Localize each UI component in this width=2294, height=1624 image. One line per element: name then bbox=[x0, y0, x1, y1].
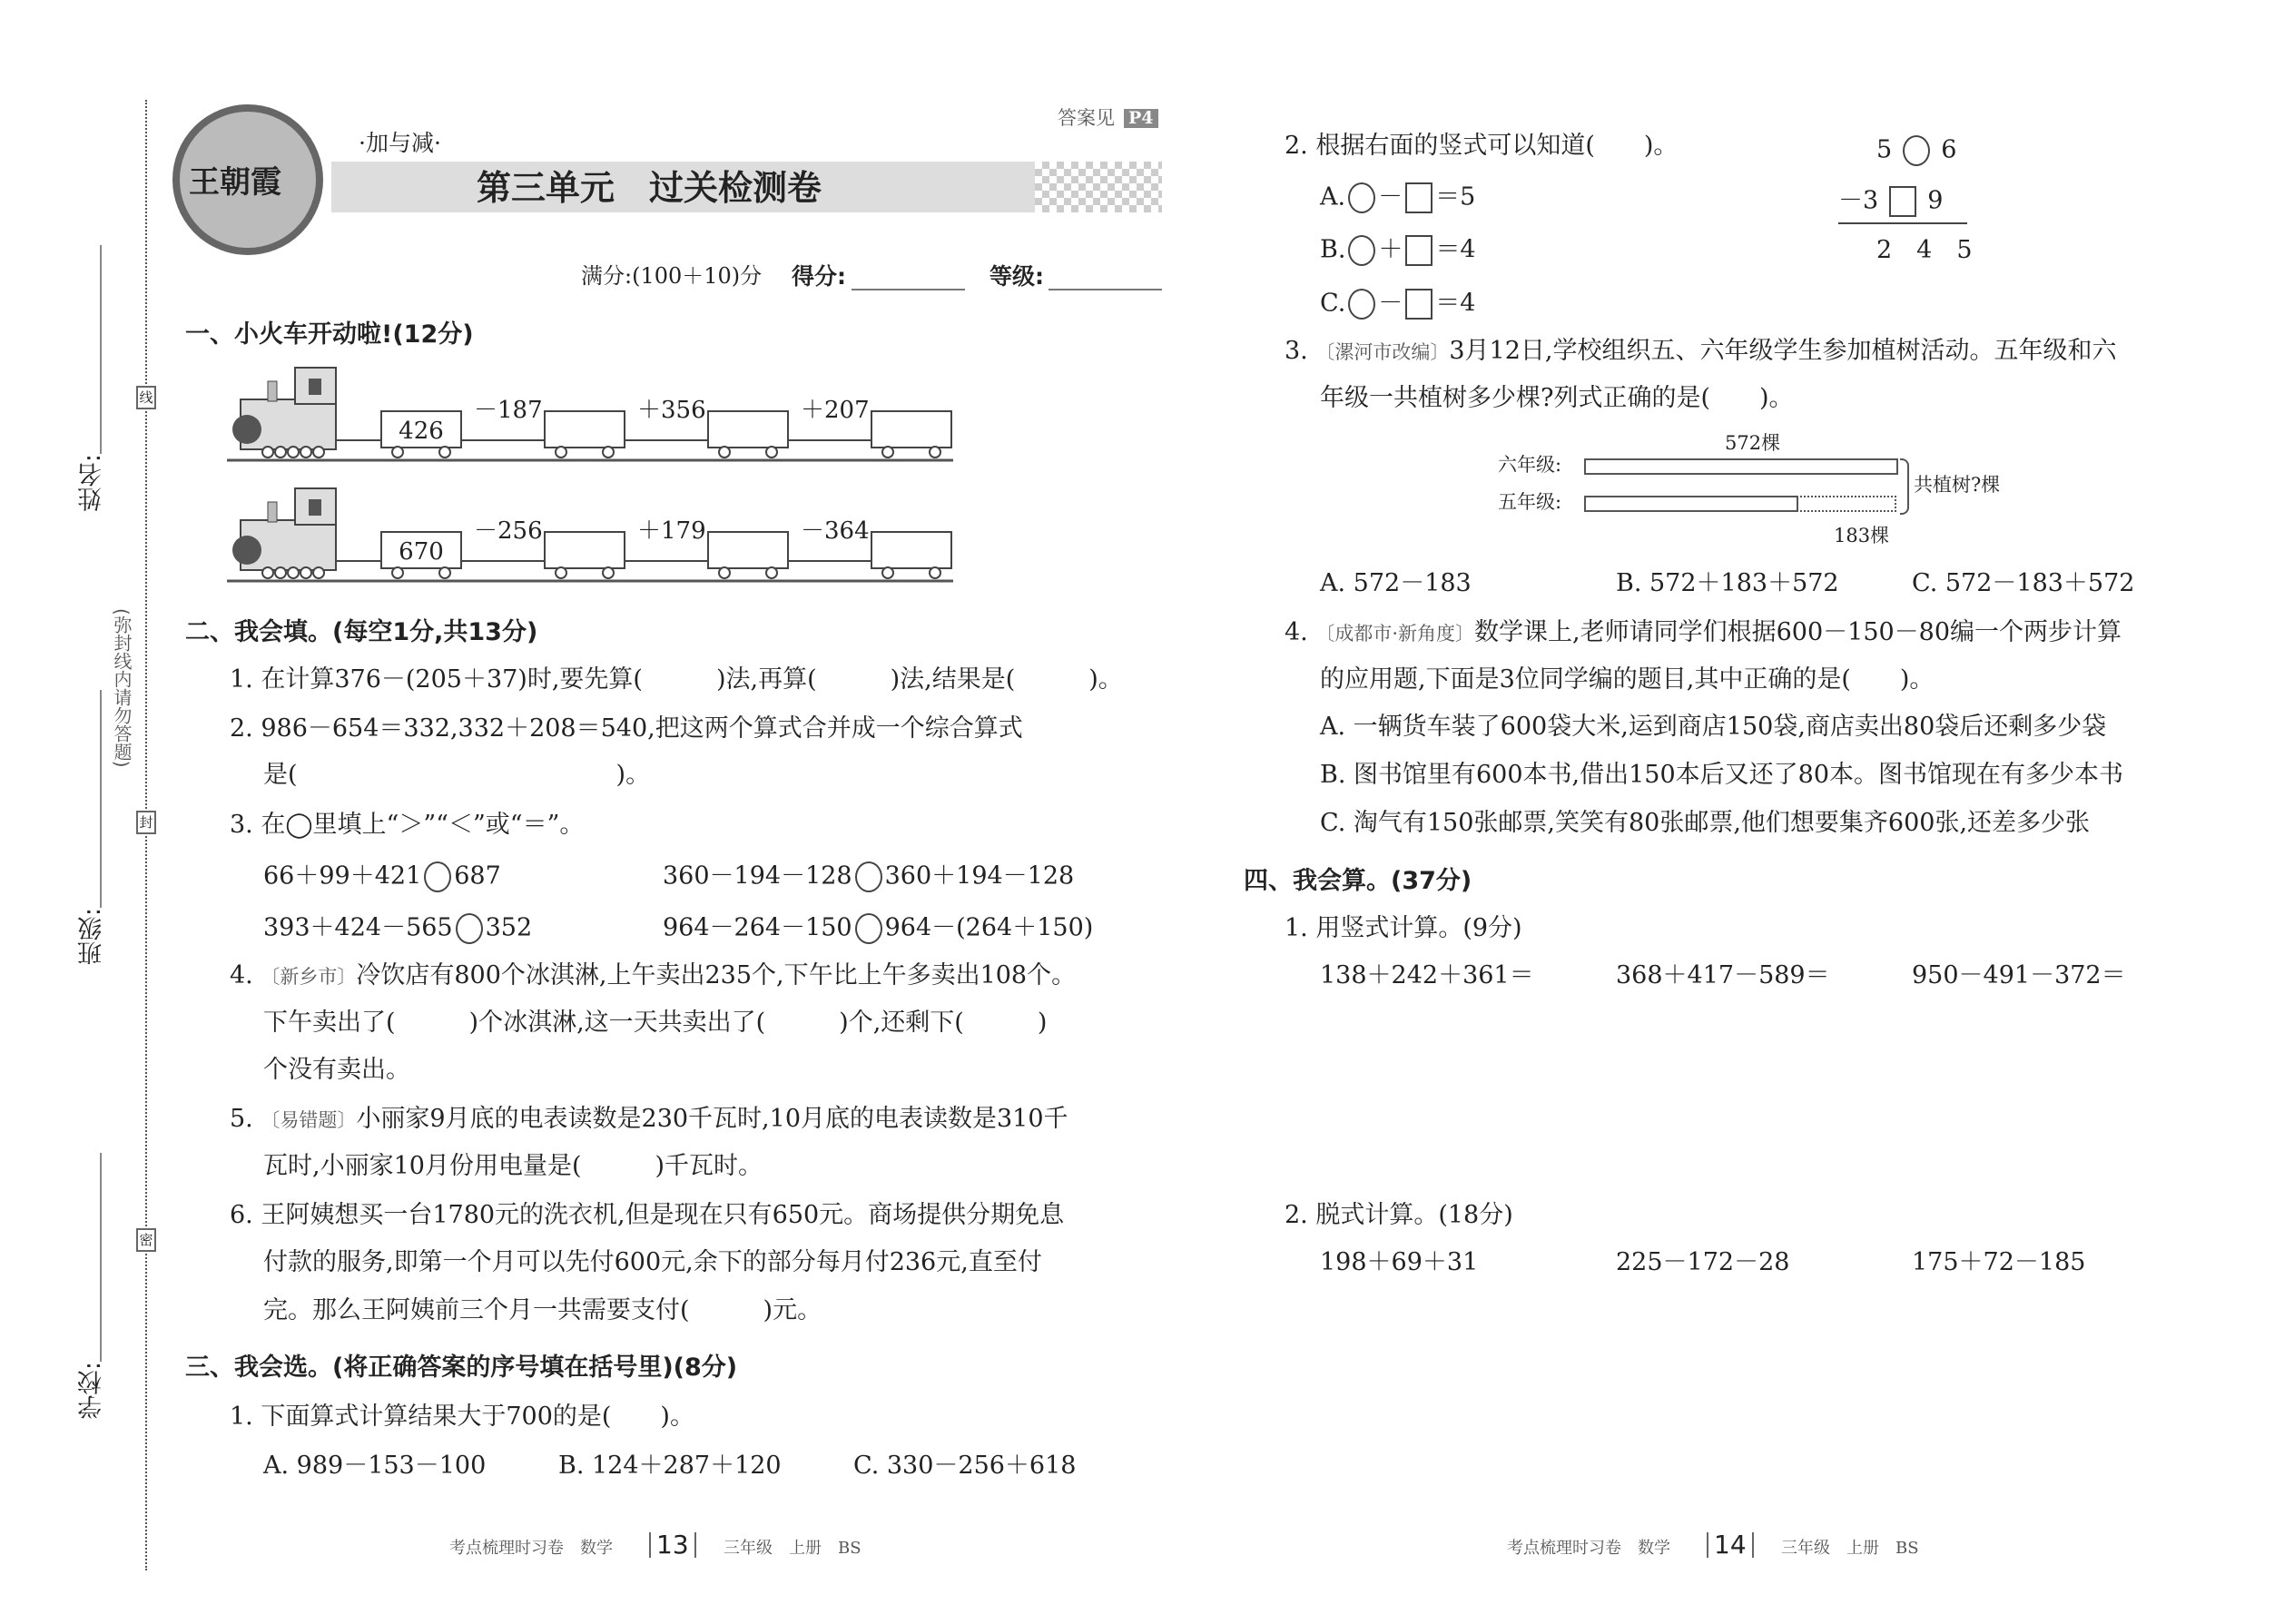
q3-3: 3. 〔漯河市改编〕3月12日,学校组织五、六年级学生参加植树活动。五年级和六 bbox=[1285, 337, 2117, 365]
compare-circle[interactable] bbox=[456, 913, 483, 944]
wheel bbox=[300, 567, 311, 578]
name-field[interactable] bbox=[100, 245, 102, 454]
expression: 198＋69＋31 bbox=[1320, 1248, 1479, 1276]
train-car bbox=[545, 411, 625, 448]
option: B. 572＋183＋572 bbox=[1616, 569, 1839, 597]
wheel bbox=[288, 567, 299, 578]
wheel bbox=[930, 447, 940, 458]
compare-right: 352 bbox=[485, 913, 533, 942]
cab-window bbox=[309, 499, 321, 516]
q2-4: 4. 〔新乡市〕冷饮店有800个冰淇淋,上午卖出235个,下午比上午多卖出108个。 bbox=[230, 961, 1077, 989]
q2-5-cont: 瓦时,小丽家10月份用电量是( )千瓦时。 bbox=[263, 1152, 763, 1180]
answer-page-badge: P4 bbox=[1124, 109, 1158, 128]
compare-item bbox=[263, 913, 532, 944]
school-label: 学校: bbox=[78, 1362, 106, 1420]
q-text: 冷饮店有800个冰淇淋,上午卖出235个,下午比上午多卖出108个。 bbox=[356, 961, 1077, 989]
operator: － bbox=[1378, 182, 1403, 212]
q3-2: 2. 根据右面的竖式可以知道( )。 bbox=[1285, 132, 1679, 160]
q2-2: 2. 986－654＝332,332＋208＝540,把这两个算式合并成一个综合算式 bbox=[230, 714, 1023, 743]
circle-symbol bbox=[1348, 235, 1375, 266]
cab-window bbox=[309, 379, 321, 395]
grade-label: 等级: bbox=[989, 263, 1044, 290]
label-five: 五年级: bbox=[1498, 491, 1562, 513]
source-tag: 〔新乡市〕 bbox=[261, 966, 357, 988]
circle-symbol bbox=[1348, 289, 1375, 320]
train-car bbox=[708, 411, 788, 448]
class-field[interactable] bbox=[100, 690, 102, 908]
wheel bbox=[439, 447, 450, 458]
brand-logo bbox=[172, 104, 323, 255]
q3-4-cont: 的应用题,下面是3位同学编的题目,其中正确的是( )。 bbox=[1320, 665, 1935, 694]
digit: 6 bbox=[1941, 135, 1957, 164]
wheel bbox=[719, 447, 730, 458]
bar-five bbox=[1584, 496, 1798, 512]
source-tag: 〔漯河市改编〕 bbox=[1315, 341, 1450, 363]
train-car bbox=[545, 532, 625, 568]
part-2: 2. 脱式计算。(18分) bbox=[1285, 1201, 1513, 1229]
binding-line bbox=[145, 100, 147, 1570]
expression: 225－172－28 bbox=[1616, 1248, 1790, 1276]
train-car bbox=[708, 532, 788, 568]
train-car bbox=[871, 411, 951, 448]
wheel bbox=[262, 447, 273, 458]
wheel bbox=[766, 567, 777, 578]
compare-circle[interactable] bbox=[855, 913, 882, 944]
compare-circle[interactable] bbox=[424, 861, 451, 892]
q3-4: 4. 〔成都市·新角度〕数学课上,老师请同学们根据600－150－80编一个两步计算 bbox=[1285, 618, 2122, 646]
full-score: 满分:(100＋10)分 bbox=[581, 263, 763, 289]
square-symbol bbox=[1889, 186, 1916, 217]
option: B. 124＋287＋120 bbox=[558, 1452, 782, 1480]
q2-6-cont: 付款的服务,即第一个月可以先付600元,余下的部分每月付236元,直至付 bbox=[263, 1248, 1042, 1276]
option: A. 572－183 bbox=[1320, 569, 1472, 597]
wheel bbox=[439, 567, 450, 578]
wheel bbox=[275, 447, 286, 458]
option bbox=[1320, 289, 1475, 320]
compare-left: 360－194－128 bbox=[663, 861, 852, 891]
start-number: 426 bbox=[399, 418, 444, 445]
q-text: 3月12日,学校组织五、六年级学生参加植树活动。五年级和六 bbox=[1449, 337, 2117, 365]
result: ＝4 bbox=[1435, 235, 1476, 264]
wheel bbox=[930, 567, 940, 578]
wheel bbox=[313, 567, 324, 578]
option-letter: C. bbox=[1320, 289, 1346, 318]
seal-note: (弥封线内请勿答题) bbox=[111, 608, 133, 768]
source-tag: 〔易错题〕 bbox=[261, 1109, 357, 1131]
boiler-front bbox=[232, 536, 261, 565]
chimney bbox=[268, 381, 277, 401]
option: C. 淘气有150张邮票,笑笑有80张邮票,他们想要集齐600张,还差多少张 bbox=[1320, 809, 2091, 837]
chimney bbox=[268, 502, 277, 522]
compare-right: 964－(264＋150) bbox=[884, 913, 1094, 942]
circle-symbol bbox=[1348, 182, 1375, 213]
digit: 5 bbox=[1876, 135, 1893, 164]
checker-decoration bbox=[1035, 162, 1162, 212]
q2-3: 3. 在◯里填上“＞”“＜”或“＝”。 bbox=[230, 811, 585, 839]
grade-field[interactable] bbox=[1049, 289, 1162, 290]
option: A. 一辆货车装了600袋大米,运到商店150袋,商店卖出80袋后还剩多少袋 bbox=[1320, 713, 2107, 741]
label-572: 572棵 bbox=[1725, 432, 1781, 454]
wheel bbox=[719, 567, 730, 578]
wheel bbox=[300, 447, 311, 458]
unit-subtitle: ·加与减· bbox=[359, 130, 441, 156]
operator: ＋ bbox=[1378, 235, 1403, 264]
q2-4-cont: 个没有卖出。 bbox=[263, 1056, 410, 1084]
footer-book: 考点梳理时习卷 数学 bbox=[449, 1539, 613, 1558]
binding-mark: 封 bbox=[136, 811, 156, 834]
q-text: 数学课上,老师请同学们根据600－150－80编一个两步计算 bbox=[1474, 618, 2122, 646]
option: A. 989－153－100 bbox=[263, 1452, 487, 1480]
section-1-heading: 一、小火车开动啦!(12分) bbox=[185, 320, 474, 349]
wheel bbox=[882, 447, 893, 458]
compare-item bbox=[263, 861, 501, 892]
school-field[interactable] bbox=[100, 1153, 102, 1362]
q2-6: 6. 王阿姨想买一台1780元的洗衣机,但是现在只有650元。商场提供分期免息 bbox=[230, 1201, 1065, 1229]
operation-label: ＋207 bbox=[801, 397, 870, 424]
wheel bbox=[556, 567, 566, 578]
part-1: 1. 用竖式计算。(9分) bbox=[1285, 914, 1522, 942]
section-4-heading: 四、我会算。(37分) bbox=[1244, 867, 1472, 895]
footer-grade: 三年级 上册 BS bbox=[724, 1539, 861, 1558]
page-number: 13 bbox=[649, 1532, 696, 1558]
label-183: 183棵 bbox=[1834, 525, 1890, 546]
footer-book: 考点梳理时习卷 数学 bbox=[1507, 1539, 1670, 1558]
wheel bbox=[288, 447, 299, 458]
compare-left: 393＋424－565 bbox=[263, 913, 453, 942]
name-label: 姓名: bbox=[78, 454, 106, 512]
source-tag: 〔成都市·新角度〕 bbox=[1315, 623, 1475, 645]
square-symbol bbox=[1405, 182, 1433, 213]
q-text: 小丽家9月底的电表读数是230千瓦时,10月底的电表读数是310千 bbox=[356, 1105, 1068, 1133]
operation-label: ＋179 bbox=[637, 517, 706, 545]
option bbox=[1320, 182, 1475, 213]
score-label: 得分: bbox=[792, 263, 846, 290]
operation-label: ＋356 bbox=[637, 397, 706, 424]
circle-symbol bbox=[1903, 135, 1930, 166]
binding-mark: 密 bbox=[136, 1228, 156, 1252]
label-six: 六年级: bbox=[1498, 454, 1562, 476]
q2-1: 1. 在计算376－(205＋37)时,要先算( )法,再算( )法,结果是( )。 bbox=[230, 665, 1123, 694]
expression: 950－491－372＝ bbox=[1912, 961, 2126, 989]
option: C. 572－183＋572 bbox=[1912, 569, 2135, 597]
option bbox=[1320, 235, 1476, 266]
boiler-front bbox=[232, 415, 261, 444]
operation-label: －364 bbox=[801, 517, 870, 545]
minus-sign: － bbox=[1838, 186, 1863, 215]
wheel bbox=[766, 447, 777, 458]
result-digits: 2 4 5 bbox=[1876, 236, 1973, 264]
start-number: 670 bbox=[399, 538, 444, 566]
digit: 3 bbox=[1863, 186, 1879, 215]
compare-right: 687 bbox=[454, 861, 501, 891]
compare-left: 964－264－150 bbox=[663, 913, 852, 942]
operation-label: －256 bbox=[474, 517, 543, 545]
operator: － bbox=[1378, 289, 1403, 318]
square-symbol bbox=[1405, 235, 1433, 266]
operation-label: －187 bbox=[474, 397, 543, 424]
logo-text: 王朝霞 bbox=[189, 164, 281, 201]
bar-difference bbox=[1797, 496, 1896, 512]
wheel bbox=[262, 567, 273, 578]
q3-1: 1. 下面算式计算结果大于700的是( )。 bbox=[230, 1403, 694, 1431]
option-letter: A. bbox=[1320, 182, 1346, 212]
compare-item bbox=[663, 861, 1074, 892]
option: B. 图书馆里有600本书,借出150本后又还了80本。图书馆现在有多少本书 bbox=[1320, 761, 2124, 789]
expression: 368＋417－589＝ bbox=[1616, 961, 1830, 989]
class-label: 班级: bbox=[78, 908, 106, 966]
expression: 138＋242＋361＝ bbox=[1320, 961, 1534, 989]
label-total: 共植树?棵 bbox=[1914, 474, 2001, 496]
answer-ref: 答案见 bbox=[1058, 107, 1115, 129]
sum-line bbox=[1838, 222, 1967, 224]
q3-3-cont: 年级一共植树多少棵?列式正确的是( )。 bbox=[1320, 384, 1794, 412]
page-title: 第三单元 过关检测卷 bbox=[477, 168, 822, 208]
compare-item bbox=[663, 913, 1093, 944]
wheel bbox=[392, 447, 403, 458]
section-2-heading: 二、我会填。(每空1分,共13分) bbox=[185, 618, 538, 646]
binding-mark: 线 bbox=[136, 386, 156, 409]
score-field[interactable] bbox=[852, 289, 965, 290]
compare-right: 360＋194－128 bbox=[884, 861, 1075, 891]
option-letter: B. bbox=[1320, 235, 1346, 264]
option: C. 330－256＋618 bbox=[853, 1452, 1077, 1480]
wheel bbox=[313, 447, 324, 458]
bar-six bbox=[1584, 458, 1898, 475]
section-3-heading: 三、我会选。(将正确答案的序号填在括号里)(8分) bbox=[185, 1353, 738, 1382]
wheel bbox=[603, 567, 614, 578]
compare-left: 66＋99＋421 bbox=[263, 861, 422, 891]
q2-5: 5. 〔易错题〕小丽家9月底的电表读数是230千瓦时,10月底的电表读数是310千 bbox=[230, 1105, 1068, 1133]
expression: 175＋72－185 bbox=[1912, 1248, 2086, 1276]
result: ＝4 bbox=[1435, 289, 1476, 318]
brace bbox=[1900, 458, 1909, 515]
digit: 9 bbox=[1927, 186, 1944, 215]
wheel bbox=[392, 567, 403, 578]
wheel bbox=[882, 567, 893, 578]
q2-2-cont: 是( )。 bbox=[263, 761, 651, 789]
footer-grade: 三年级 上册 BS bbox=[1781, 1539, 1919, 1558]
square-symbol bbox=[1405, 289, 1433, 320]
train-car bbox=[871, 532, 951, 568]
result: ＝5 bbox=[1435, 182, 1476, 212]
train-diagram bbox=[218, 359, 962, 595]
wheel bbox=[556, 447, 566, 458]
q2-6-cont: 完。那么王阿姨前三个月一共需要支付( )元。 bbox=[263, 1296, 822, 1324]
wheel bbox=[275, 567, 286, 578]
wheel bbox=[603, 447, 614, 458]
q2-4-cont: 下午卖出了( )个冰淇淋,这一天共卖出了( )个,还剩下( ) bbox=[263, 1009, 1048, 1037]
page-number: 14 bbox=[1707, 1532, 1754, 1558]
compare-circle[interactable] bbox=[855, 861, 882, 892]
